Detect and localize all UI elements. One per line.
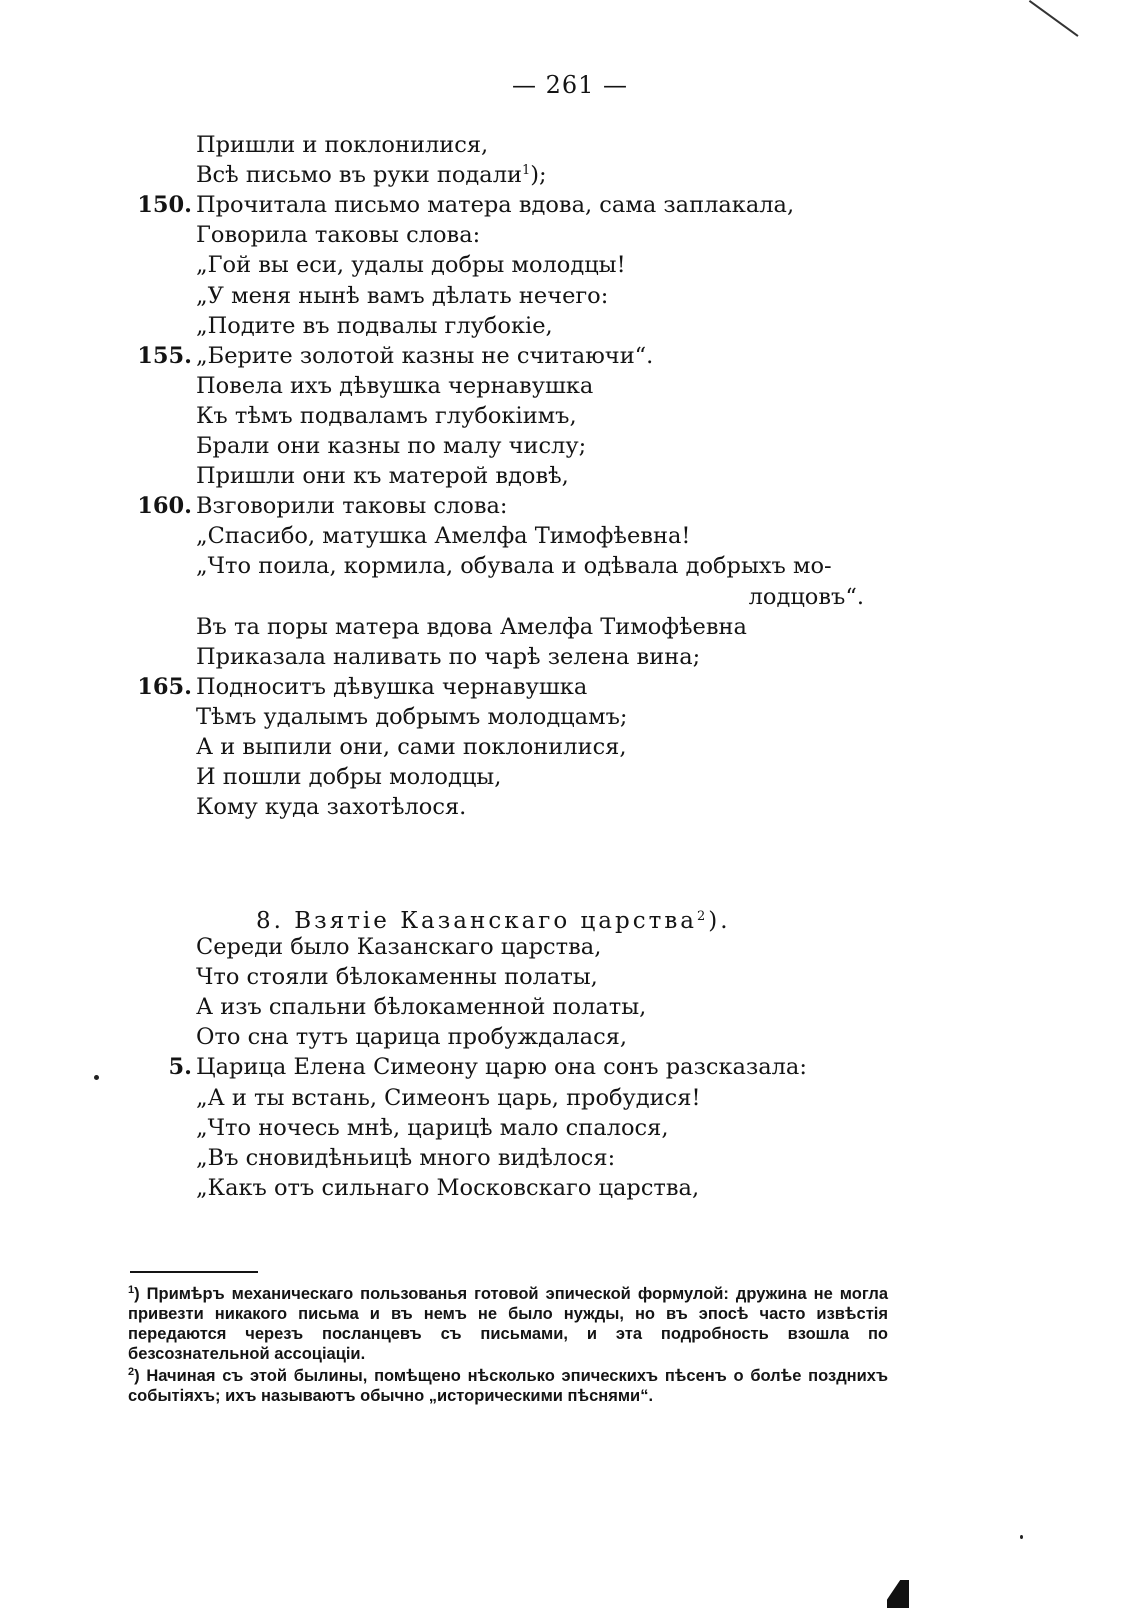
verse-line [0, 281, 1140, 311]
verse-line [0, 1083, 1140, 1113]
section-title: 8. Взятіе Казанскаго царства$^2$). [256, 908, 731, 934]
verse-line [0, 582, 1140, 612]
verse-text: „Подите въ подвалы глубокіе, [196, 312, 553, 339]
page-number: — 261 — [511, 71, 629, 99]
verse-line [0, 491, 1140, 521]
verse-text: „Что поила, кормила, обувала и одѣвала добрыхъ мо- [196, 553, 832, 580]
verse-line [0, 461, 1140, 491]
verse-text: Къ тѣмъ подваламъ глубокіимъ, [196, 402, 577, 429]
verse-text: Царица Елена Симеону царю она сонъ разсказала: [196, 1054, 807, 1081]
verse-text: А и выпили они, сами поклонилися, [196, 734, 627, 760]
line-number: 155. [137, 342, 192, 369]
verse-line [0, 311, 1140, 341]
verse-line [0, 431, 1140, 461]
verse-text: Ото сна тутъ царица пробуждалася, [196, 1024, 628, 1051]
verse-text: Середи было Казанскаго царства, [196, 934, 602, 960]
verse-text: Брали они казны по малу числу; [196, 433, 587, 459]
verse-line [0, 250, 1140, 280]
verse-text: Тѣмъ удалымъ добрымъ молодцамъ; [196, 703, 628, 730]
verse-text: „Въ сновидѣньицѣ много видѣлося: [196, 1144, 616, 1171]
verse-text: Въ та поры матера вдова Амелфа Тимофѣевна [196, 613, 747, 640]
verse-line [0, 732, 1140, 762]
verse-text: Прочитала письмо матера вдова, сама заплакала, [196, 192, 795, 219]
verse-text: „Какъ отъ сильнаго Московскаго царства, [196, 1174, 700, 1201]
verse-text: лодцовъ“. [748, 583, 864, 610]
verse-line [0, 190, 1140, 220]
scan-speck [1020, 1535, 1023, 1539]
footnote-ref: 1 [522, 163, 531, 179]
verse-line [0, 992, 1140, 1022]
line-number: 5. [168, 1054, 192, 1081]
verse-text: „Спасибо, матушка Амелфа Тимофѣевна! [196, 523, 691, 550]
verse-line [0, 672, 1140, 702]
verse-line [0, 341, 1140, 371]
footnote-ref: 2 [696, 909, 709, 924]
scan-mark [1029, 0, 1079, 37]
verse-line [0, 220, 1140, 250]
verse-text: „У меня нынѣ вамъ дѣлать нечего: [196, 282, 609, 309]
verse-text: Пришли и поклонилися, [196, 132, 489, 158]
verse-line [0, 1022, 1140, 1052]
verse-text: А изъ спальни бѣлокаменной полаты, [196, 994, 647, 1021]
scan-blot [887, 1580, 909, 1608]
verse-text: Пришли они къ матерой вдовѣ, [196, 463, 569, 490]
line-number: 160. [137, 493, 192, 520]
verse-text: Говорила таковы слова: [196, 222, 481, 249]
line-number: 150. [137, 192, 192, 219]
verse-line [0, 1143, 1140, 1173]
verse-line [0, 1052, 1140, 1082]
verse-line [0, 932, 1140, 962]
verse-line [0, 642, 1140, 672]
verse-line [0, 1113, 1140, 1143]
verse-text: „А и ты встань, Симеонъ царь, пробудися! [196, 1084, 701, 1111]
verse-text: Всѣ письмо въ руки подали$^1$); [196, 162, 547, 189]
verse-text: Приказала наливать по чарѣ зелена вина; [196, 643, 701, 670]
verse-text: Взговорили таковы слова: [196, 493, 508, 520]
verse-text: Повела ихъ дѣвушка чернавушка [196, 372, 594, 399]
verse-text: Подноситъ дѣвушка чернавушка [196, 673, 588, 700]
verse-text: Кому куда захотѣлося. [196, 794, 467, 821]
verse-line [0, 762, 1140, 792]
footnote-2: $^2$) Начиная съ этой былины, помѣщено нѣсколько эпическихъ пѣсенъ о болѣе позднихъ событіяхъ; ихъ называютъ обычно „историческими пѣснями“. [128, 1366, 888, 1405]
verse-text: „Гой вы еси, удалы добры молодцы! [196, 252, 626, 279]
verse-line [0, 551, 1140, 581]
verse-text: „Берите золотой казны не считаючи“. [196, 342, 654, 369]
verse-text: „Что ночесь мнѣ, царицѣ мало спалося, [196, 1114, 669, 1141]
footnote-separator [130, 1271, 258, 1273]
verse-line [0, 612, 1140, 642]
verse-line [0, 401, 1140, 431]
verse-line [0, 1173, 1140, 1203]
scan-speck [94, 1075, 99, 1080]
verse-line [0, 792, 1140, 822]
verse-line [0, 521, 1140, 551]
verse-line [0, 160, 1140, 190]
footnote-1: $^1$) Примѣръ механическаго пользованья готовой эпической формулой: дружина не могла привезти никакого письма и въ немъ не было нужды, но въ эпосѣ часто извѣстія передаются черезъ посланцевъ съ письмами, и эта подробность взошла по безсознательной ассоціаціи. [128, 1284, 888, 1363]
line-number: 165. [137, 673, 192, 700]
verse-line [0, 130, 1140, 160]
verse-text: И пошли добры молодцы, [196, 764, 502, 791]
verse-text: Что стояли бѣлокаменны полаты, [196, 964, 598, 991]
verse-line [0, 371, 1140, 401]
verse-line [0, 702, 1140, 732]
verse-line [0, 962, 1140, 992]
